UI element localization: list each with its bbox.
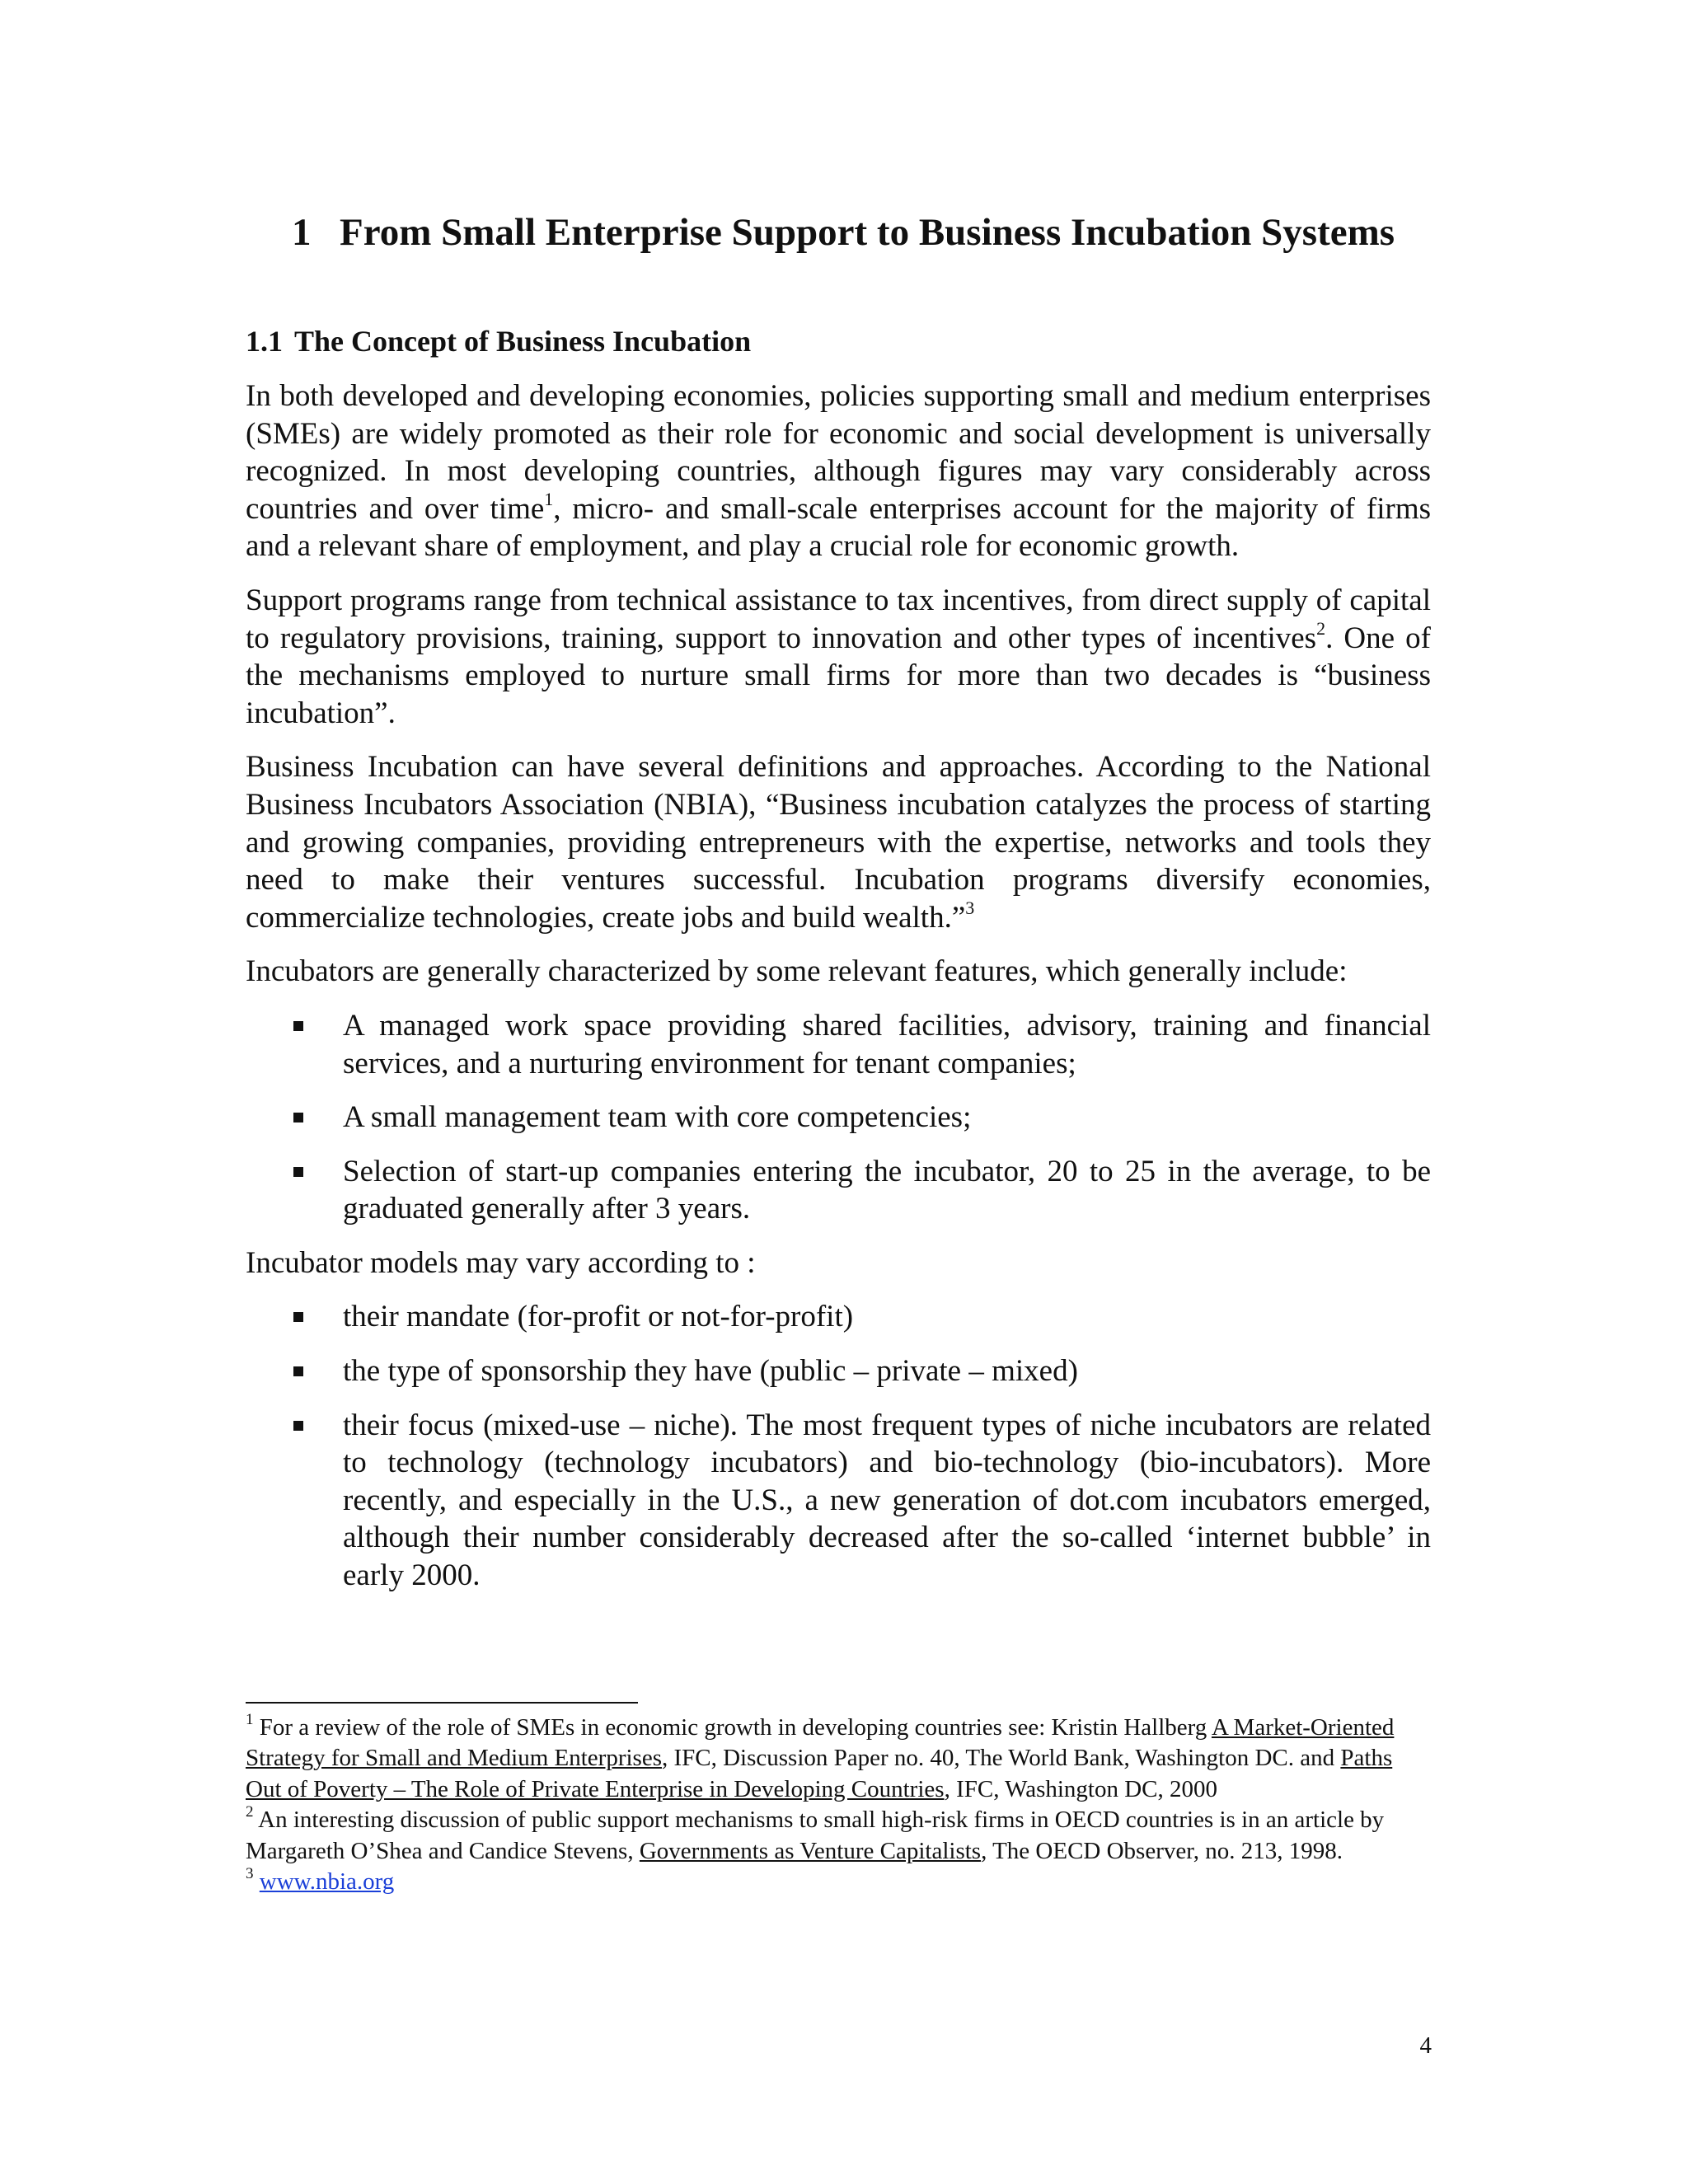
list-item: their mandate (for-profit or not-for-profit) xyxy=(343,1298,1431,1336)
paragraph-3: Business Incubation can have several definitions and approaches. According to the National Business Incubators Association (NBIA), “Business incubation catalyzes the process of starting and growing companies, providing entrepreneurs with the expertise, networks and tools they need to make their ventures successful. Incubation programs diversify economies, commercialize technologies, create jobs and build wealth.”$^3$ xyxy=(246,750,1431,935)
body-text xyxy=(246,377,1431,1611)
square-bullet-icon xyxy=(293,1113,303,1122)
section-heading xyxy=(292,210,1495,255)
paragraph-2: Support programs range from technical assistance to tax incentives, from direct supply of capital to regulatory provisions, training, support to innovation and other types of incentives$^2$. One of the mechanisms employed to nurture small firms for more than two decades is “business incubation”. xyxy=(246,583,1431,730)
paragraph-5: Incubator models may vary according to : xyxy=(246,1245,756,1280)
subsection-number: 1.1 xyxy=(246,325,283,358)
features-list xyxy=(246,1007,1431,1228)
list-item: A small management team with core competencies; xyxy=(343,1099,1431,1137)
square-bullet-icon xyxy=(293,1021,303,1031)
footnote-3: $^3$ www.nbia.org xyxy=(246,1865,395,1896)
models-list xyxy=(246,1298,1431,1594)
cited-title-1: A Market-Oriented Strategy for Small and Medium Enterprises xyxy=(246,1714,1395,1772)
square-bullet-icon xyxy=(293,1312,303,1322)
subsection-heading xyxy=(246,324,751,359)
list-item: Selection of start-up companies entering the incubator, 20 to 25 in the average, to be graduated generally after 3 years. xyxy=(343,1153,1431,1228)
square-bullet-icon xyxy=(293,1421,303,1431)
paragraph-4: Incubators are generally characterized by some relevant features, which generally include: xyxy=(246,954,1348,989)
footnote-ref-3[interactable]: 3 xyxy=(965,897,975,918)
square-bullet-icon xyxy=(293,1366,303,1376)
subsection-title: The Concept of Business Incubation xyxy=(294,325,752,358)
page-number: 4 xyxy=(1419,2032,1432,2059)
cited-title-2: Paths Out of Poverty – The Role of Private Enterprise in Developing Countries xyxy=(246,1745,1393,1802)
paragraph-1: In both developed and developing economies, policies supporting small and medium enterprises (SMEs) are widely promoted as their role for economic and social development is universally recognized. In most developing countries, although figures may vary considerably across countries and over time$^1$, micro- and small-scale enterprises account for the majority of firms and a relevant share of employment, and play a crucial role for economic growth. xyxy=(246,379,1432,564)
section-title: From Small Enterprise Support to Business Incubation Systems xyxy=(340,211,1395,254)
list-item: A managed work space providing shared facilities, advisory, training and financial services, and a nurturing environment for tenant companies; xyxy=(343,1007,1431,1082)
list-item: the type of sponsorship they have (public – private – mixed) xyxy=(343,1352,1431,1390)
footnotes xyxy=(246,1713,1431,1897)
nbia-link[interactable]: www.nbia.org xyxy=(259,1868,395,1896)
section-number: 1 xyxy=(292,211,312,254)
footnote-ref-1[interactable]: 1 xyxy=(544,488,554,509)
footnote-ref-2[interactable]: 2 xyxy=(1316,617,1326,639)
square-bullet-icon xyxy=(293,1167,303,1177)
list-item: their focus (mixed-use – niche). The most frequent types of niche incubators are related to technology (technology incubators) and bio-technology (bio-incubators). More recently, and especially in the U.S., a new generation of dot.com incubators emerged, although their number considerably decreased after the so-called ‘internet bubble’ in early 2000. xyxy=(343,1407,1431,1595)
footnote-2: $^2$ An interesting discussion of public support mechanisms to small high-risk firms in OECD countries is in an article by Margareth O’Shea and Candice Stevens, Governments as Venture Capitalists, The OECD Observer, no. 213, 1998. xyxy=(246,1803,1385,1864)
footnote-1: $^1$ For a review of the role of SMEs in economic growth in developing countries see: Kristin Hallberg A Market-Oriented Strategy for Small and Medium Enterprises, IFC, Discussion Paper no. 40, The World Bank, Washington DC. and Paths Out of Poverty – The Role of Private Enterprise in Developing Countries, IFC, Washington DC, 2000 xyxy=(246,1711,1395,1802)
cited-title-3: Governments as Venture Capitalists xyxy=(639,1837,982,1864)
footnote-divider xyxy=(246,1702,638,1704)
